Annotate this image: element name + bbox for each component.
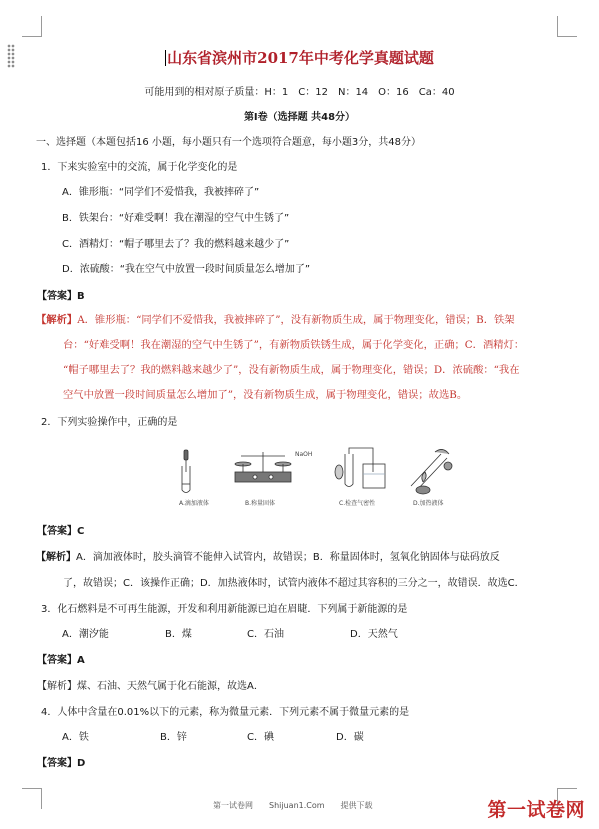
footer-text: 第一试卷网 Shijuan1.Com 提供下载 <box>213 801 373 810</box>
question-4-answer: 【答案】D <box>37 758 86 769</box>
question-1-analysis-line-2: 台：“好难受啊！我在潮湿的空气中生锈了”，有新物质铁锈生成，属于化学变化，正确；C．酒精灯： <box>63 339 525 351</box>
analysis-label: 【解析】 <box>36 314 78 326</box>
question-1-option-c: C．酒精灯：“帽子哪里去了？我的燃料越来越少了” <box>62 239 290 250</box>
figure-caption-a: A.滴加液体 <box>179 500 209 507</box>
figure-a-dropper <box>182 450 190 493</box>
figure-caption-b: B.称量固体 <box>245 500 276 507</box>
question-3-answer: 【答案】A <box>37 655 85 666</box>
question-3-option-a: A．潮汐能 <box>62 629 109 640</box>
question-1-analysis-line-4: 空气中放置一段时间质量怎么增加了”，没有新物质生成，属于物理变化，错误；故选B。 <box>63 389 468 401</box>
text-cursor <box>165 50 166 66</box>
question-3-option-d: D．天然气 <box>350 629 398 640</box>
analysis-text: A．滴加液体时，胶头滴管不能伸入试管内，故错误；B．称量固体时，氢氧化钠固体与砝码放反 <box>76 552 500 563</box>
question-4-option-a: A．铁 <box>62 732 89 743</box>
analysis-label: 【解析】 <box>36 552 76 563</box>
instructions: 一、选择题（本题包括16 小题，每小题只有一个选项符合题意，每小题3分，共48分） <box>36 137 421 148</box>
question-2-analysis-line-1 <box>36 548 500 563</box>
question-4-stem: 4．人体中含量在0.01%以下的元素，称为微量元素．下列元素不属于微量元素的是 <box>41 707 410 718</box>
question-2-answer: 【答案】C <box>37 526 85 537</box>
crop-mark-top-left <box>22 36 42 37</box>
page-title-text: 山东省滨州市2017年中考化学真题试题 <box>167 49 434 67</box>
question-2-stem: 2．下列实验操作中，正确的是 <box>41 417 178 428</box>
site-logo: 第一试卷网 <box>487 799 585 821</box>
lab-operations-figure <box>173 442 463 508</box>
crop-mark-top-left <box>41 16 42 37</box>
crop-mark-bottom-left <box>41 788 42 809</box>
crop-mark-bottom-right <box>557 788 577 789</box>
question-1-analysis-line-1 <box>36 311 515 326</box>
analysis-text: A．锥形瓶：“同学们不爱惜我，我被摔碎了”，没有新物质生成，属于物理变化，错误；B．铁架 <box>77 314 515 326</box>
question-1-answer: 【答案】B <box>37 291 85 302</box>
question-1-option-b: B．铁架台：“好难受啊！我在潮湿的空气中生锈了” <box>62 213 290 224</box>
crop-mark-top-right <box>557 16 558 37</box>
figure-caption-c: C.检查气密性 <box>339 500 376 507</box>
question-3-analysis: 【解析】煤、石油、天然气属于化石能源，故选A． <box>37 681 264 692</box>
figure-c-airtightness <box>335 448 385 488</box>
page-title <box>0 47 599 68</box>
crop-mark-bottom-left <box>22 788 42 789</box>
question-1-option-a: A．锥形瓶：“同学们不爱惜我，我被摔碎了” <box>62 187 260 198</box>
lab-figure-svg <box>173 442 463 508</box>
figure-caption-d: D.加热液体 <box>413 500 444 507</box>
question-4-option-c: C．碘 <box>247 732 274 743</box>
figure-d-heating <box>411 449 452 494</box>
question-1-analysis-line-3: “帽子哪里去了？我的燃料越来越少了”，没有新物质生成，属于物理变化，错误；D．浓硫酸：“我在 <box>63 364 520 376</box>
atomic-masses-line: 可能用到的相对原子质量：H：1 C：12 N：14 O：16 Ca：40 <box>144 87 455 98</box>
figure-b-balance <box>235 452 291 482</box>
question-1-stem: 1．下来实验室中的交流，属于化学变化的是 <box>41 162 238 173</box>
question-3-stem: 3．化石燃料是不可再生能源，开发和利用新能源已迫在眉睫．下列属于新能源的是 <box>41 604 408 615</box>
crop-mark-top-right <box>557 36 577 37</box>
question-3-option-c: C．石油 <box>247 629 284 640</box>
question-3-option-b: B．煤 <box>165 629 192 640</box>
question-1-option-d: D．浓硫酸：“我在空气中放置一段时间质量怎么增加了” <box>62 264 311 275</box>
section-title: 第Ⅰ卷（选择题 共48分） <box>243 112 356 123</box>
question-2-analysis-line-2: 了，故错误；C．该操作正确；D．加热液体时，试管内液体不超过其容积的三分之一，故错误．故选C． <box>63 578 525 589</box>
question-4-option-b: B．锌 <box>160 732 187 743</box>
figure-naoh-label: NaOH <box>295 451 313 458</box>
question-4-option-d: D．碳 <box>336 732 364 743</box>
